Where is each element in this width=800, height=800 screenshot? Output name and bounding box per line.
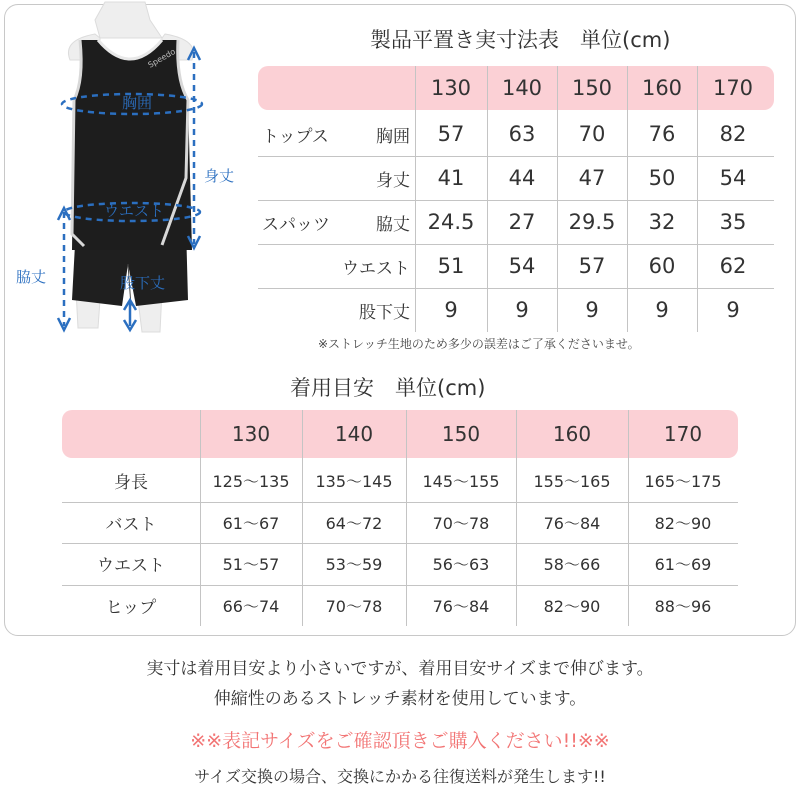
table2-cell: 82〜90 bbox=[543, 596, 601, 616]
table2-size-header: 140 bbox=[334, 422, 374, 446]
footer-line-4: サイズ交換の場合、交換にかかる往復送料が発生します!! bbox=[194, 767, 606, 786]
chest-label: 胸囲 bbox=[122, 94, 153, 112]
table1-size-header: 130 bbox=[430, 76, 472, 100]
table1-row-label: 胸囲 bbox=[376, 126, 410, 147]
table1-cell: 76 bbox=[648, 122, 676, 146]
table1-group-label: トップス bbox=[262, 126, 329, 147]
table2-cell: 145〜155 bbox=[422, 472, 500, 492]
table1-cell: 47 bbox=[578, 166, 606, 190]
table2-cell: 82〜90 bbox=[654, 513, 712, 533]
table1-cell: 57 bbox=[578, 254, 606, 278]
table1-row-label: 身丈 bbox=[376, 170, 410, 191]
table2-cell: 125〜135 bbox=[212, 472, 290, 492]
table2-cell: 165〜175 bbox=[644, 472, 722, 492]
table2-cell: 70〜78 bbox=[325, 596, 383, 616]
table2-cell: 64〜72 bbox=[325, 513, 383, 533]
table1-cell: 9 bbox=[585, 298, 599, 322]
table1-cell: 9 bbox=[655, 298, 669, 322]
brand-logo: Speedo bbox=[146, 46, 177, 70]
table1-cell: 62 bbox=[719, 254, 747, 278]
footer-line-2: 伸縮性のあるストレッチ素材を使用しています。 bbox=[213, 689, 587, 709]
table2-size-header: 160 bbox=[552, 422, 592, 446]
stretch-note: ※ストレッチ生地のため多少の誤差はご了承くださいませ。 bbox=[318, 337, 640, 351]
table1-cell: 9 bbox=[515, 298, 529, 322]
garment-figure bbox=[0, 0, 250, 350]
table1-cell: 50 bbox=[648, 166, 676, 190]
waist-label: ウエスト bbox=[104, 202, 165, 220]
inseam-label: 股下丈 bbox=[120, 274, 166, 292]
table1-cell: 27 bbox=[508, 210, 536, 234]
table1-size-header: 170 bbox=[712, 76, 754, 100]
table2-row-label: ヒップ bbox=[105, 597, 157, 618]
table1-size-header: 150 bbox=[571, 76, 613, 100]
table2-size-header: 130 bbox=[231, 422, 271, 446]
table2-cell: 70〜78 bbox=[432, 513, 490, 533]
table1-group-label: スパッツ bbox=[262, 214, 330, 235]
fit-guide-title: 着用目安 単位(cm) bbox=[290, 376, 486, 400]
table1-cell: 24.5 bbox=[427, 210, 475, 234]
table2-cell: 88〜96 bbox=[654, 596, 712, 616]
footer-line-1: 実寸は着用目安より小さいですが、着用目安サイズまで伸びます。 bbox=[146, 659, 654, 679]
table2-cell: 61〜69 bbox=[654, 555, 712, 575]
actual-size-title: 製品平置き実寸法表 単位(cm) bbox=[370, 28, 671, 52]
table1-cell: 32 bbox=[648, 210, 676, 234]
table2-row-label: ウエスト bbox=[97, 556, 165, 577]
table2-cell: 66〜74 bbox=[222, 596, 280, 616]
table1-size-header: 160 bbox=[641, 76, 683, 100]
table2-cell: 53〜59 bbox=[325, 555, 383, 575]
table1-cell: 82 bbox=[719, 122, 747, 146]
footer-warning: ※※表記サイズをご確認頂きご購入ください!!※※ bbox=[190, 730, 610, 752]
table2-cell: 155〜165 bbox=[533, 472, 611, 492]
table2-cell: 51〜57 bbox=[222, 555, 280, 575]
table1-cell: 54 bbox=[719, 166, 747, 190]
table2-cell: 58〜66 bbox=[543, 555, 601, 575]
table1-cell: 29.5 bbox=[568, 210, 616, 234]
length-label: 身丈 bbox=[204, 167, 235, 185]
table1-cell: 9 bbox=[726, 298, 740, 322]
table2-row-label: バスト bbox=[105, 514, 157, 535]
table2-cell: 135〜145 bbox=[315, 472, 393, 492]
table1-cell: 60 bbox=[648, 254, 676, 278]
table1-cell: 63 bbox=[508, 122, 536, 146]
table2-row-label: 身長 bbox=[114, 473, 148, 494]
table1-size-header: 140 bbox=[501, 76, 543, 100]
table2-cell: 61〜67 bbox=[222, 513, 280, 533]
table1-cell: 51 bbox=[437, 254, 465, 278]
side-length-label: 脇丈 bbox=[16, 268, 47, 286]
table1-row-label: 脇丈 bbox=[376, 214, 410, 235]
table1-cell: 35 bbox=[719, 210, 747, 234]
table1-cell: 44 bbox=[508, 166, 536, 190]
table2-cell: 56〜63 bbox=[432, 555, 490, 575]
table1-cell: 57 bbox=[437, 122, 465, 146]
table2-size-header: 150 bbox=[441, 422, 481, 446]
table2-size-header: 170 bbox=[663, 422, 703, 446]
table1-cell: 54 bbox=[508, 254, 536, 278]
table1-row-label: 股下丈 bbox=[359, 302, 410, 323]
table2-cell: 76〜84 bbox=[432, 596, 490, 616]
table2-cell: 76〜84 bbox=[543, 513, 601, 533]
table1-row-label: ウエスト bbox=[342, 258, 410, 279]
table1-cell: 70 bbox=[578, 122, 606, 146]
table1-cell: 9 bbox=[444, 298, 458, 322]
table1-cell: 41 bbox=[437, 166, 465, 190]
